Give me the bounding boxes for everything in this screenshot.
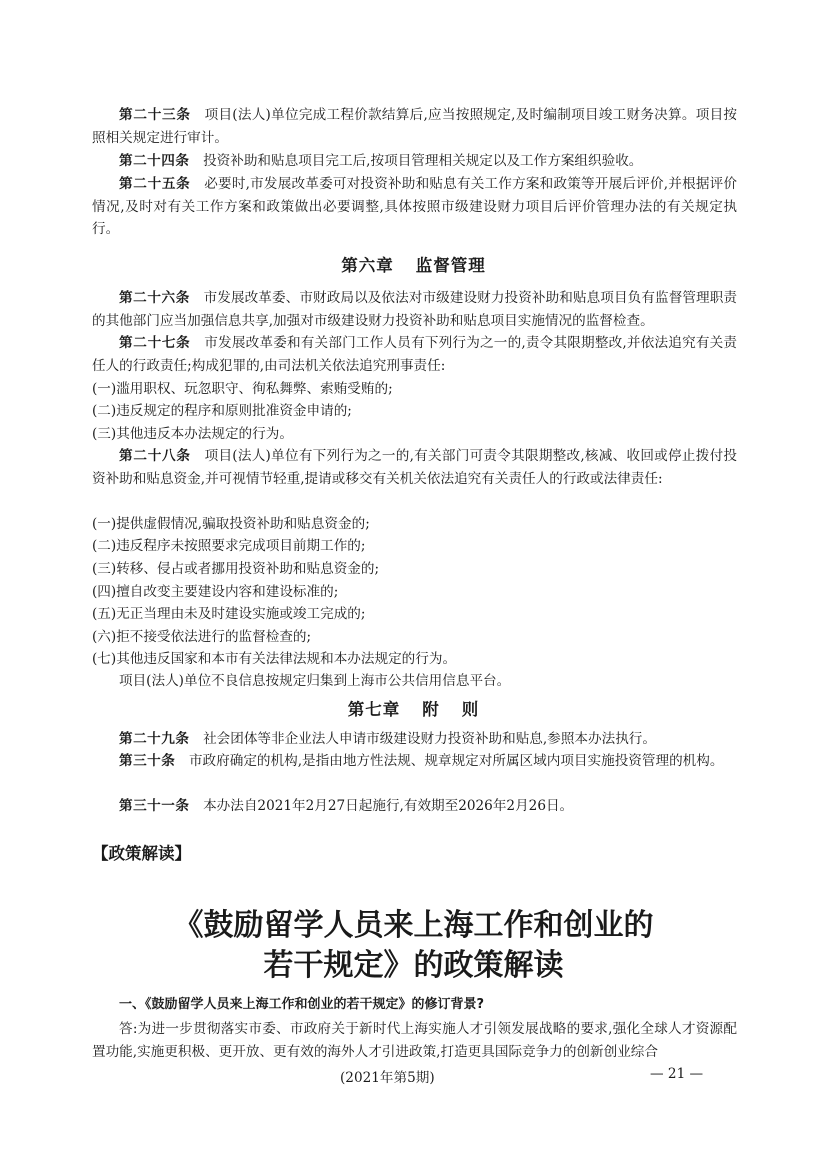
article-31-label: 第三十一条 [119, 798, 190, 814]
chapter-7-title-b: 则 [461, 700, 480, 719]
article-28-closing: 项目(法人)单位不良信息按规定归集到上海市公共信用信息平台。 [119, 673, 511, 689]
article-24 [92, 150, 737, 173]
article-24-label: 第二十四条 [119, 153, 190, 169]
list-item: (二)违反规定的程序和原则批准资金申请的; [92, 403, 352, 419]
article-27 [92, 332, 737, 377]
article-30-label: 第三十条 [119, 753, 176, 769]
list-item: (二)违反程序未按照要求完成项目前期工作的; [92, 538, 366, 554]
list-item: (七)其他违反国家和本市有关法律法规和本办法规定的行为。 [92, 651, 457, 667]
article-25-label: 第二十五条 [119, 176, 191, 192]
article-24-text: 投资补助和贴息项目完工后,按项目管理相关规定以及工作方案组织验收。 [203, 153, 643, 169]
section-tag: 【政策解读】 [92, 844, 191, 863]
article-28-text: 项目(法人)单位有下列行为之一的,有关部门可责令其限期整改,核减、收回或停止拨付投资补助和贴息资金,并可视情节轻重,提请或移交有关机关依法追究有关责任人的行政或法律责任: [92, 448, 738, 487]
article-23 [92, 104, 737, 149]
article-31 [92, 795, 737, 818]
chapter-6-number: 第六章 [341, 256, 394, 275]
chapter-7-number: 第七章 [347, 700, 401, 719]
article-23-text: 项目(法人)单位完成工程价款结算后,应当按照规定,及时编制项目竣工财务决算。项目按照相关规定进行审计。 [92, 107, 738, 146]
article-29-text: 社会团体等非企业法人申请市级建设财力投资补助和贴息,参照本办法执行。 [203, 731, 656, 747]
article-26-label: 第二十六条 [119, 290, 190, 306]
chapter-7-title-a: 附 [422, 700, 440, 719]
interpretation-title-line-2: 若干规定》的政策解读 [263, 948, 564, 983]
page-number: — 21 — [650, 1066, 704, 1082]
chapter-7-heading [0, 696, 827, 720]
issue-label: (2021年第5期) [340, 1070, 435, 1086]
list-item: (三)其他违反本办法规定的行为。 [92, 426, 293, 442]
list-item: (五)无正当理由未及时建设实施或竣工完成的; [92, 606, 366, 622]
article-26-text: 市发展改革委、市财政局以及依法对市级建设财力投资补助和贴息项目负有监督管理职责的其他部门应当加强信息共享,加强对市级建设财力投资补助和贴息项目实施情况的监督检查。 [92, 290, 738, 329]
article-29-label: 第二十九条 [119, 731, 190, 747]
article-25 [92, 173, 737, 241]
article-28 [92, 445, 737, 490]
list-item: (四)擅自改变主要建设内容和建设标准的; [92, 584, 339, 600]
article-26 [92, 287, 737, 332]
answer-paragraph: 答:为进一步贯彻落实市委、市政府关于新时代上海实施人才引领发展战略的要求,强化全球人才资源配置功能,实施更积极、更开放、更有效的海外人才引进政策,打造更具国际竞争力的创新创业综合 [92, 1021, 737, 1060]
article-25-text: 必要时,市发展改革委可对投资补助和贴息有关工作方案和政策等开展后评价,并根据评价情况,及时对有关工作方案和政策做出必要调整,具体按照市级建设财力项目后评价管理办法的有关规定执行。 [92, 176, 738, 237]
question-heading: 一、《鼓励留学人员来上海工作和创业的若干规定》的修订背景? [119, 997, 485, 1012]
list-item: (一)滥用职权、玩忽职守、徇私舞弊、索贿受贿的; [92, 381, 393, 397]
list-item: (三)转移、侵占或者挪用投资补助和贴息资金的; [92, 561, 380, 577]
article-28-label: 第二十八条 [119, 448, 191, 464]
article-29 [92, 728, 737, 751]
article-23-label: 第二十三条 [119, 107, 191, 123]
article-30 [92, 750, 737, 773]
article-27-text: 市发展改革委和有关部门工作人员有下列行为之一的,责令其限期整改,并依法追究有关责任人的行政责任;构成犯罪的,由司法机关依法追究刑事责任: [92, 335, 738, 374]
interpretation-title-line-1: 《鼓励留学人员来上海工作和创业的 [173, 908, 654, 943]
list-item: (一)提供虚假情况,骗取投资补助和贴息资金的; [92, 516, 370, 532]
chapter-6-title: 监督管理 [415, 256, 486, 275]
article-30-text: 市政府确定的机构,是指由地方性法规、规章规定对所属区域内项目实施投资管理的机构。 [188, 753, 724, 769]
article-27-label: 第二十七条 [119, 335, 191, 351]
list-item: (六)拒不接受依法进行的监督检查的; [92, 629, 312, 645]
chapter-6-heading [0, 252, 827, 276]
article-31-text: 本办法自2021年2月27日起施行,有效期至2026年2月26日。 [203, 798, 574, 814]
